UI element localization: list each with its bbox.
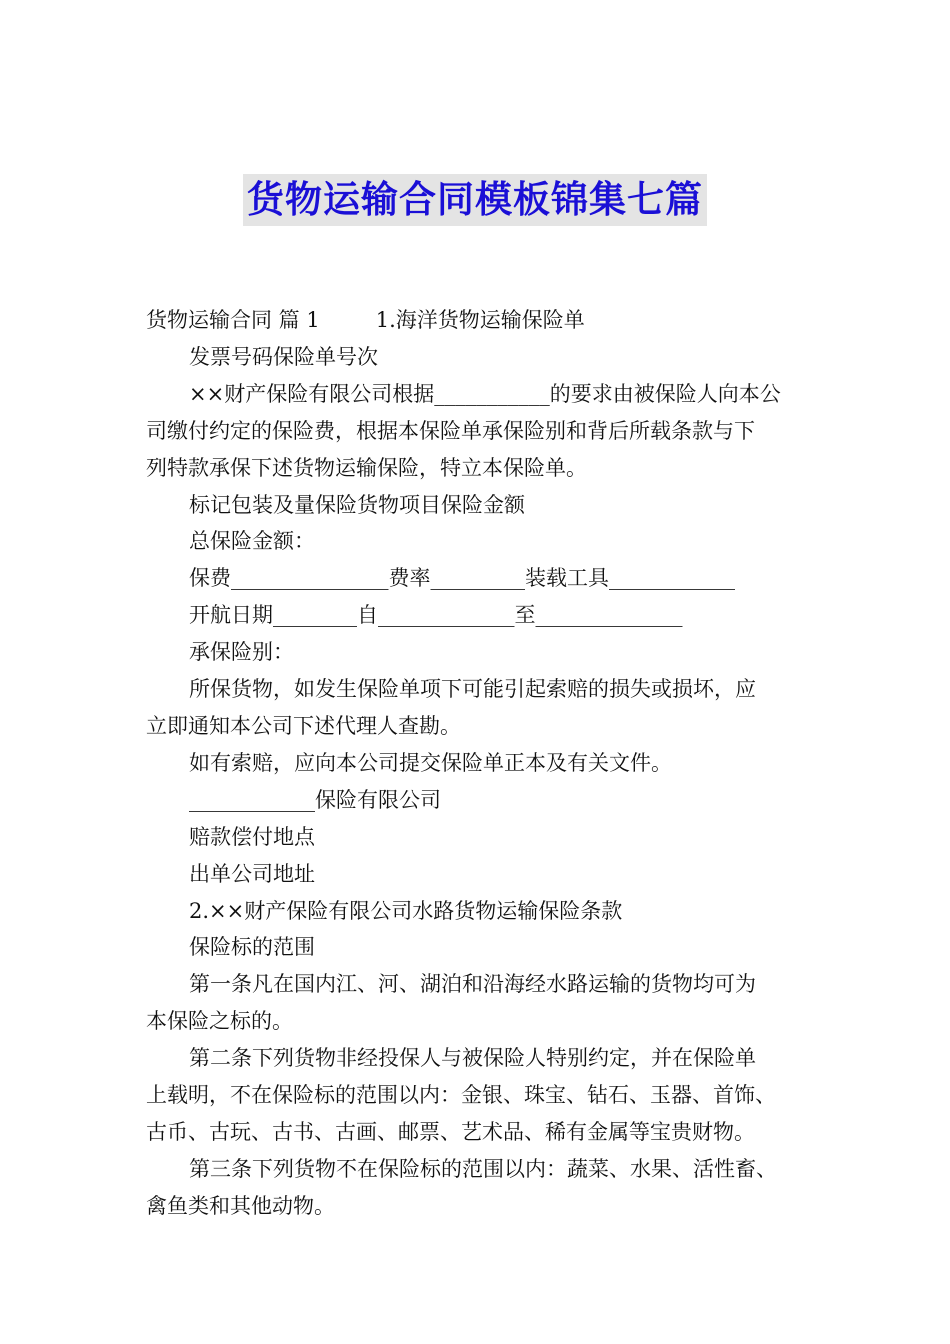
text-line: 上载明，不在保险标的范围以内：金银、珠宝、钻石、玉器、首饰、 [146,1083,776,1108]
text-line: 出单公司地址 [189,861,315,886]
text-line: 第二条下列货物非经投保人与被保险人特别约定，并在保险单 [189,1046,756,1071]
text-line: 总保险金额： [189,529,315,554]
text-line: 2.××财产保险有限公司水路货物运输保险条款 [189,898,623,923]
text-line: 本保险之标的。 [146,1009,293,1034]
text-line: 司缴付约定的保险费，根据本保险单承保险别和背后所载条款与下 [146,418,755,443]
text-line: 保险标的范围 [189,935,315,960]
text-line: 标记包装及量保险货物项目保险金额 [189,492,525,517]
title-block [0,174,950,226]
section-heading: 货物运输合同 篇 1 [146,308,320,332]
document-title: 货物运输合同模板锦集七篇 [243,174,707,226]
text-line: 保费_______________费率_________装载工具____________ [189,566,735,591]
text-line: 发票号码保险单号次 [189,344,378,369]
first-line [146,302,826,339]
text-line: 如有索赔，应向本公司提交保险单正本及有关文件。 [189,750,672,775]
text-line: 赔款偿付地点 [189,824,315,849]
subsection-heading: 1.海洋货物运输保险单 [375,308,585,332]
text-line: 第一条凡在国内江、河、湖泊和沿海经水路运输的货物均可为 [189,972,756,997]
text-line: 禽鱼类和其他动物。 [146,1193,335,1218]
text-line: 第三条下列货物不在保险标的范围以内：蔬菜、水果、活性畜、 [189,1156,777,1181]
text-line: 古币、古玩、古书、古画、邮票、艺术品、稀有金属等宝贵财物。 [146,1119,755,1144]
text-line: ××财产保险有限公司根据___________的要求由被保险人向本公 [189,381,781,406]
text-line: ____________保险有限公司 [189,787,441,812]
text-line: 所保货物，如发生保险单项下可能引起索赔的损失或损坏，应 [189,677,756,702]
text-line: 立即通知本公司下述代理人查勘。 [146,713,461,738]
text-line: 列特款承保下述货物运输保险，特立本保险单。 [146,455,587,480]
text-line: 开航日期________自_____________至______________ [189,603,683,628]
text-line: 承保险别： [189,640,294,665]
document-body [146,302,826,1225]
